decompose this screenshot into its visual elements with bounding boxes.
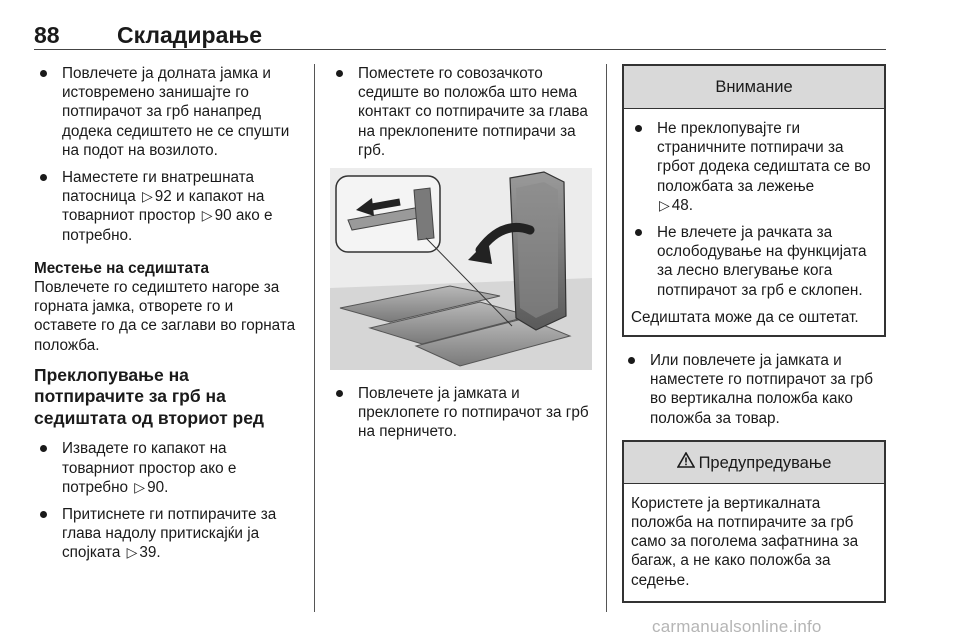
list-item: Повлечете ја јамката и преклопете го потпирачот за грб на перничето. — [330, 384, 592, 442]
list-item: Повлечете ја долната јамка и истовремено занишајте го потпирачот за грб нанапред додека седиштето не се спушти на подот на возилото. — [34, 64, 299, 160]
paragraph: Повлечете го седиштето нагоре за горната јамка, отворете го и оставете го да се заглави во горната положба. — [34, 279, 296, 354]
page-ref-arrow-icon: ▷ — [201, 207, 213, 224]
column-1 — [34, 64, 299, 571]
section-title: Преклопување на потпирачите за грб на седиштата од вториот ред — [34, 364, 265, 428]
column-3 — [622, 64, 886, 603]
warning-box — [622, 440, 886, 603]
bullet-icon — [635, 229, 642, 236]
page-ref-arrow-icon: ▷ — [134, 478, 146, 495]
page-ref-arrow-icon: ▷ — [126, 544, 138, 561]
seat-illustration — [330, 168, 592, 370]
column-2 — [330, 64, 592, 450]
seat-folding-diagram — [330, 168, 592, 370]
warning-triangle-icon — [677, 442, 695, 484]
list-item: Не преклопувајте ги страничните потпирачи за грбот додека седиштата се во положбата за лежење ▷ 48. — [631, 119, 877, 215]
warning-text: Користете ја вертикалната положба на потпирачите за грб само за поголема зафатнина за багаж, а не како положба за седење. — [631, 494, 859, 589]
page-header — [34, 16, 886, 50]
page-number: 88 — [34, 22, 60, 48]
caution-footer: Седиштата може да се оштетат. — [631, 308, 859, 326]
bullet-icon — [40, 511, 47, 518]
caution-title: Внимание — [624, 66, 884, 109]
warning-title: Предупредување — [698, 453, 832, 472]
bullet-icon — [336, 70, 343, 77]
list-item: Или повлечете ја јамката и наместете го потпирачот за грб во вертикална положба како положба за товар. — [622, 351, 886, 428]
bullet-icon — [40, 445, 47, 452]
bullet-icon — [40, 174, 47, 181]
caution-box — [622, 64, 886, 337]
column-divider-1 — [314, 64, 315, 612]
list-item: Наместете ги внатрешната патосница ▷ 92 и капакот на товарниот простор ▷ 90 ако е потребно. — [34, 168, 299, 245]
chapter-title: Складирање — [117, 22, 263, 48]
bullet-icon — [635, 125, 642, 132]
bullet-icon — [336, 390, 343, 397]
list-item: Притиснете ги потпирачите за глава надолу притискајќи ја спојката ▷ 39. — [34, 505, 299, 563]
list-item: Извадете го капакот на товарниот простор ако е потребно ▷ 90. — [34, 439, 299, 497]
list-item: Не влечете ја рачката за ослободување на функцијата за лесно влегување кога потпирачот за грб е склопен. — [631, 223, 877, 300]
subheading: Местење на седиштата — [34, 259, 210, 277]
list-item: Поместете го совозачкото седиште во положба што нема контакт со потпирачите за глава на преклопените потпирачи за грб. — [330, 64, 592, 160]
bullet-icon — [40, 70, 47, 77]
page-ref-arrow-icon: ▷ — [141, 188, 153, 205]
column-divider-2 — [606, 64, 607, 612]
watermark: carmanualsonline.info — [652, 617, 822, 636]
page-ref-arrow-icon: ▷ — [659, 196, 670, 213]
bullet-icon — [628, 357, 635, 364]
